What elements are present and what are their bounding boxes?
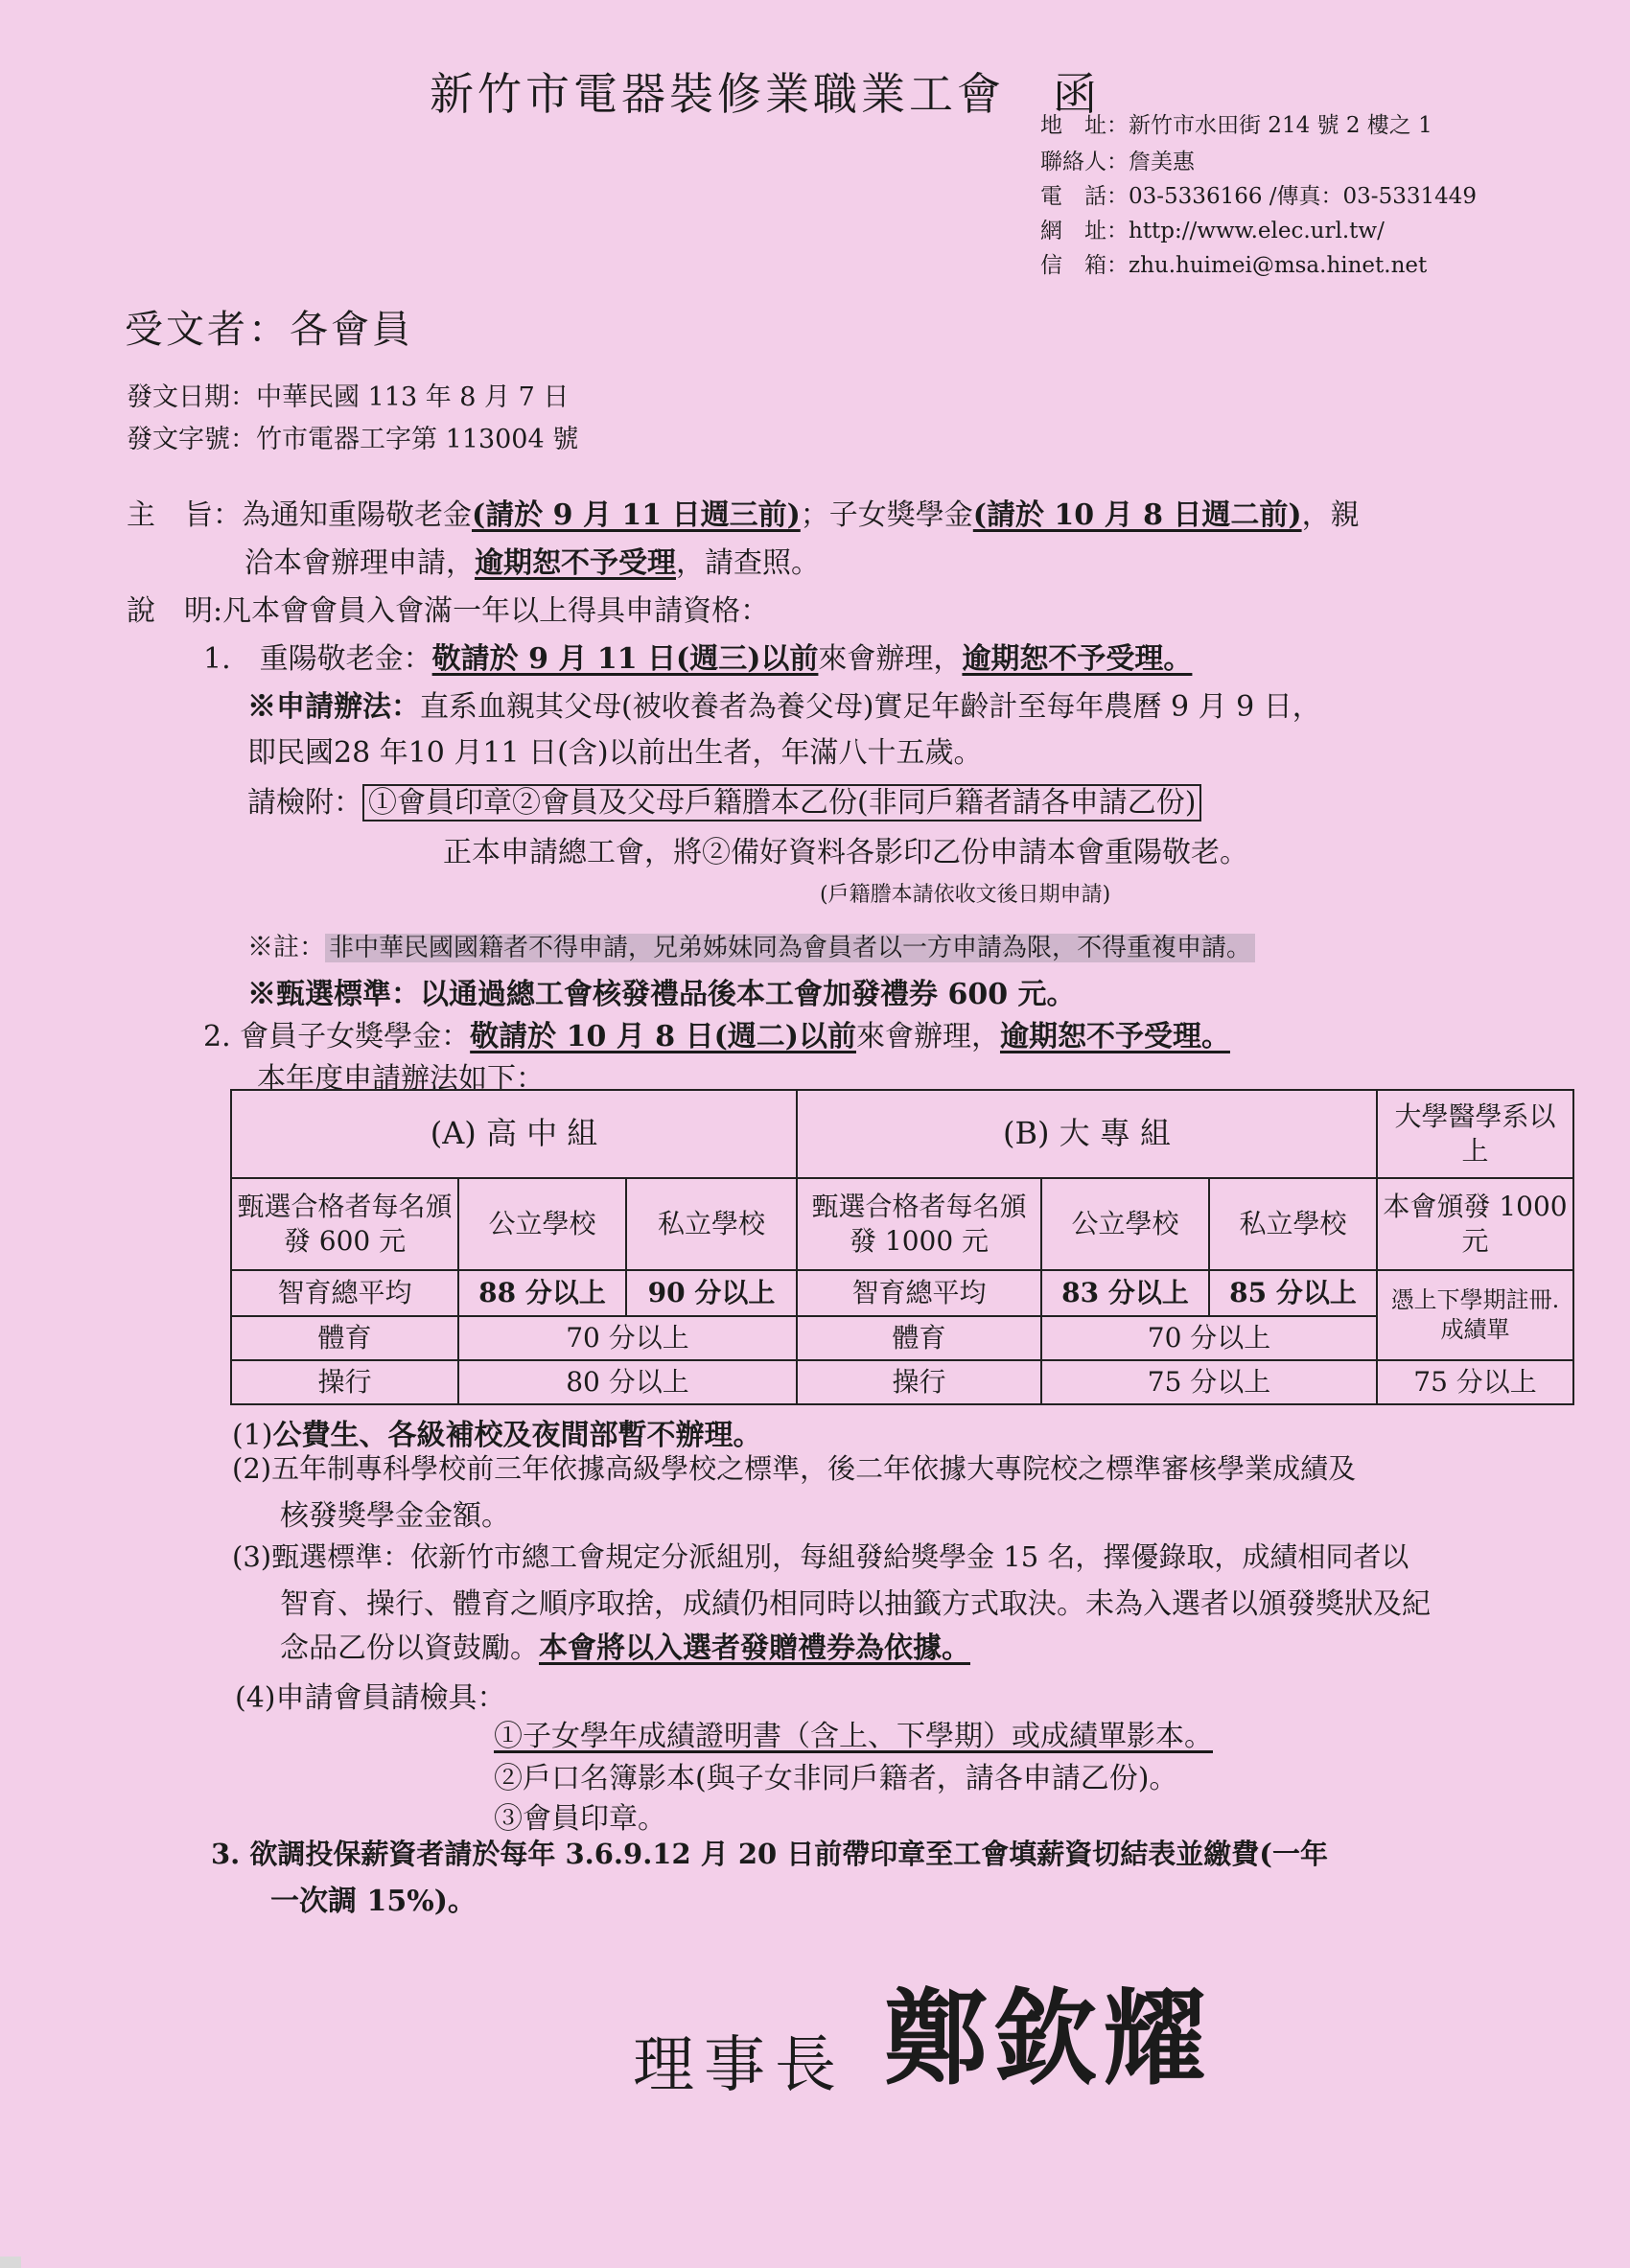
subject-text: ，請查照。	[676, 546, 820, 580]
signature-block	[633, 1956, 1212, 2104]
item2-text: 來會辦理，	[855, 1020, 1000, 1053]
contact-person: 聯絡人：詹美惠	[1040, 150, 1195, 174]
document-number: 發文字號：竹市電器工字第 113004 號	[127, 425, 579, 454]
subject-deadline-1: (請於 9 月 11 日週三前)	[472, 498, 801, 532]
explanation-intro: 說 明:凡本會會員入會滿一年以上得具申請資格：	[127, 594, 770, 628]
subject-text: ，親	[1301, 498, 1360, 532]
scholarship-table	[230, 1089, 1574, 1405]
row-pe-label: 體育	[797, 1316, 1041, 1360]
note-3-line-3	[280, 1624, 970, 1666]
a-public-academic: 88 分以上	[458, 1270, 626, 1316]
note-3-emphasis: 本會將以入選者發贈禮券為依據。	[539, 1632, 970, 1665]
item2-label: 2. 會員子女獎學金：	[203, 1020, 471, 1053]
item1-deadline: 敬請於 9 月 11 日(週三)以前	[431, 642, 819, 676]
subject-text: 為通知重陽敬老金	[242, 498, 472, 532]
document-title: 新竹市電器裝修業職業工會 函	[430, 68, 1101, 120]
item1-text: 來會辦理，	[818, 642, 963, 676]
subject-deadline-2: (請於 10 月 8 日週二前)	[972, 498, 1302, 532]
note-4-label: (4)申請會員請檢具：	[235, 1681, 506, 1715]
note-4-item-2: ②戶口名簿影本(與子女非同戶籍者，請各申請乙份)。	[494, 1762, 1178, 1795]
table-row	[231, 1360, 1573, 1404]
row-academic-label: 智育總平均	[797, 1270, 1041, 1316]
note-4-item-3: ③會員印章。	[494, 1802, 666, 1836]
method-text: 直系血親其父母(被收養者為養父母)實足年齡計至每年農曆 9 月 9 日，	[420, 690, 1321, 724]
note-3-text: 念品乙份以資鼓勵。	[280, 1632, 539, 1665]
contact-phone-fax: 電 話：03-5336166 /傳真：03-5331449	[1040, 184, 1478, 209]
item2-deadline: 敬請於 10 月 8 日(週二)以前	[470, 1020, 856, 1053]
subject-text: ；子女獎學金	[800, 498, 973, 532]
row-conduct-label: 操行	[231, 1360, 458, 1404]
item1-attach-line2: 正本申請總工會，將②備好資料各影印乙份申請本會重陽敬老。	[443, 836, 1248, 869]
c-conduct: 75 分以上	[1377, 1360, 1573, 1404]
group-c-header: 大學醫學系以上	[1377, 1090, 1573, 1178]
subject-line-1	[127, 491, 1360, 533]
note-1-label: (1)	[232, 1419, 273, 1452]
item3-line-1: 3. 欲調投保薪資者請於每年 3.6.9.12 月 20 日前帶印章至工會填薪資切結表並繳費(一年	[211, 1838, 1329, 1870]
row-pe-label: 體育	[231, 1316, 458, 1360]
note-4-item-1: ①子女學年成績證明書（含上、下學期）或成績單影本。	[494, 1720, 1213, 1753]
subject-warning: 逾期恕不予受理	[475, 546, 676, 580]
a-pe: 70 分以上	[458, 1316, 797, 1360]
b-public-academic: 83 分以上	[1041, 1270, 1209, 1316]
c-academic: 憑上下學期註冊. 成績單	[1377, 1270, 1573, 1360]
item1-label: 1. 重陽敬老金：	[203, 642, 432, 676]
note-3-line-2: 智育、操行、體育之順序取捨，成績仍相同時以抽籤方式取決。未為入選者以頒發獎狀及紀	[280, 1587, 1431, 1621]
note-2-line-1: (2)五年制專科學校前三年依據高級學校之標準，後二年依據大專院校之標準審核學業成績及	[232, 1452, 1357, 1485]
contact-website: 網 址：http://www.elec.url.tw/	[1040, 219, 1385, 243]
item1-method-line2: 即民國28 年10 月11 日(含)以前出生者，年滿八十五歲。	[247, 736, 983, 770]
recipient: 受文者：各會員	[125, 308, 413, 352]
group-a-rule: 甄選合格者每名頒發 600 元	[231, 1178, 458, 1270]
note-3-line-1: (3)甄選標準：依新竹市總工會規定分派組別，每組發給獎學金 15 名，擇優錄取，成績相同者以	[232, 1540, 1409, 1573]
col-public-school: 公立學校	[1041, 1178, 1209, 1270]
signature-name: 鄭欽耀	[884, 1979, 1213, 2099]
attach-label: 請檢附：	[247, 786, 362, 820]
subject-text: 洽本會辦理申請，	[244, 546, 475, 580]
a-conduct: 80 分以上	[458, 1360, 797, 1404]
group-b-rule: 甄選合格者每名頒發 1000 元	[797, 1178, 1041, 1270]
item1-heading	[203, 635, 1192, 677]
item2-heading	[203, 1012, 1230, 1054]
attach-box: ①會員印章②會員及父母戶籍謄本乙份(非同戶籍者請各申請乙份)	[362, 784, 1201, 822]
item2-warning: 逾期恕不予受理。	[999, 1020, 1230, 1053]
table-row	[231, 1270, 1573, 1316]
b-conduct: 75 分以上	[1041, 1360, 1377, 1404]
remark-text: 非中華民國國籍者不得申請，兄弟姊妹同為會員者以一方申請為限，不得重複申請。	[325, 934, 1255, 962]
remark-label: ※註：	[247, 933, 325, 962]
b-private-academic: 85 分以上	[1209, 1270, 1377, 1316]
group-a-header: (A) 高 中 組	[231, 1090, 797, 1178]
col-private-school: 私立學校	[1209, 1178, 1377, 1270]
contact-address: 地 址：新竹市水田街 214 號 2 樓之 1	[1040, 113, 1432, 138]
group-c-rule: 本會頒發 1000 元	[1377, 1178, 1573, 1270]
item1-method	[247, 683, 1321, 725]
table-intro: 本年度申請辦法如下：	[257, 1062, 545, 1096]
item1-selection: ※甄選標準：以通過總工會核發禮品後本工會加發禮券 600 元。	[247, 978, 1076, 1011]
item3-line-2: 一次調 15%)。	[270, 1885, 477, 1918]
note-2-line-2: 核發獎學金金額。	[280, 1499, 510, 1533]
col-public-school: 公立學校	[458, 1178, 626, 1270]
contact-email: 信 箱：zhu.huimei@msa.hinet.net	[1040, 253, 1428, 278]
item1-attachments	[247, 778, 1201, 821]
row-academic-label: 智育總平均	[231, 1270, 458, 1316]
col-private-school: 私立學校	[626, 1178, 797, 1270]
b-pe: 70 分以上	[1041, 1316, 1377, 1360]
table-row	[231, 1090, 1573, 1178]
item1-attach-note: (戶籍謄本請依收文後日期申請)	[820, 883, 1111, 907]
table-row	[231, 1178, 1573, 1270]
note-1-text: 公費生、各級補校及夜間部暫不辦理。	[272, 1419, 762, 1452]
issue-date: 發文日期：中華民國 113 年 8 月 7 日	[127, 382, 570, 412]
group-b-header: (B) 大 專 組	[797, 1090, 1377, 1178]
a-private-academic: 90 分以上	[626, 1270, 797, 1316]
subject-label: 主 旨：	[127, 498, 242, 532]
table-row	[231, 1316, 1573, 1360]
page-corner-mark	[0, 2256, 21, 2268]
method-label: ※申請辦法：	[247, 690, 420, 724]
item1-warning: 逾期恕不予受理。	[962, 642, 1193, 676]
row-conduct-label: 操行	[797, 1360, 1041, 1404]
item1-remark	[247, 926, 1255, 963]
subject-line-2	[244, 539, 820, 581]
signature-title: 理事長	[633, 2030, 846, 2101]
